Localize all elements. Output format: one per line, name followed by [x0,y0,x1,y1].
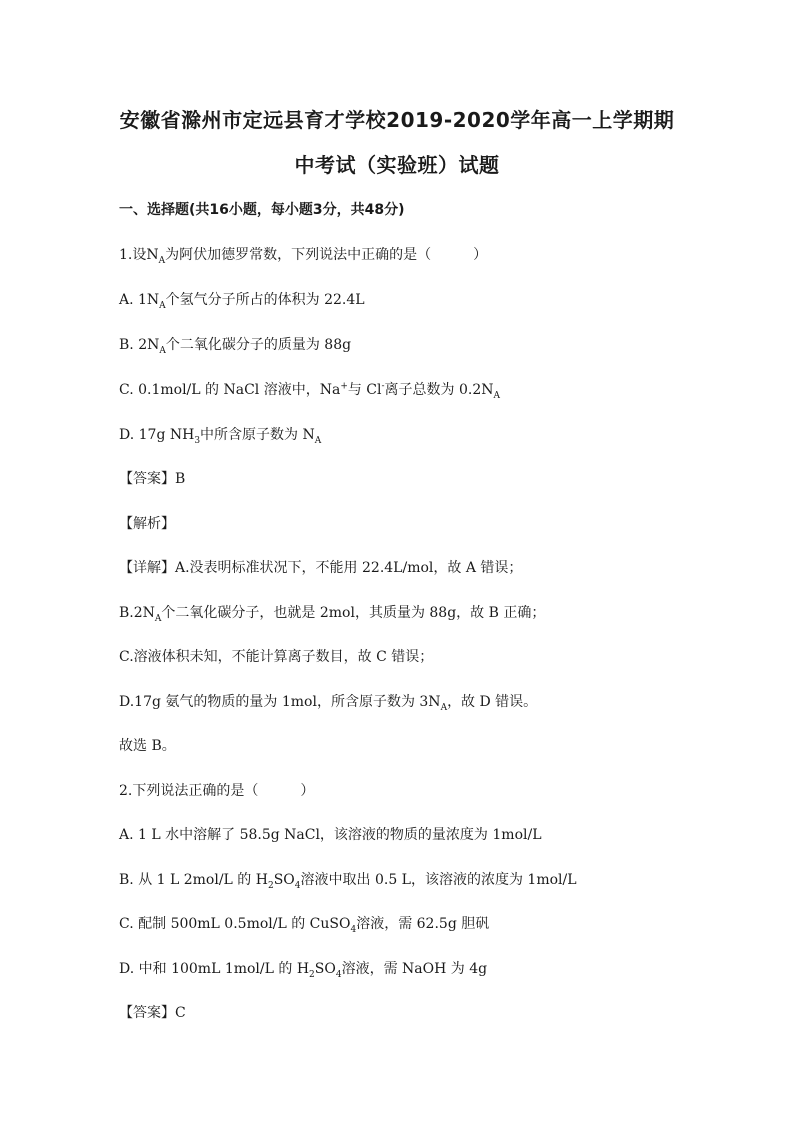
q2-answer: 【答案】C [119,1005,186,1021]
q1-detail-a: 【详解】A.没表明标准状况下，不能用 22.4L/mol，故 A 错误； [119,560,523,576]
title-line-2: 中考试（实验班）试题 [294,153,500,177]
q2-option-c: C. 配制 500mL 0.5mol/L 的 CuSO$_4$溶液，需 62.5g 胆矾 [119,916,490,935]
q1-option-c: C. 0.1mol/L 的 NaCl 溶液中，Na+与 Cl-离子总数为 $0.2N_A$ [119,381,501,401]
q1-option-b: B. $2N_A$个二氧化碳分子的质量为 88g [119,337,352,356]
q1-conclusion: 故选 B。 [119,738,176,754]
q1-detail-b: $B.2N_A$个二氧化碳分子，也就是 2mol，其质量为 88g，故 B 正确； [119,605,546,624]
q1-analysis-label: 【解析】 [119,516,175,532]
q2-option-a: A. 1 L 水中溶解了 58.5g NaCl，该溶液的物质的量浓度为 1mol/L [119,827,542,843]
title-line-1: 安徽省滁州市定远县育才学校2019-2020学年高一上学期期 [119,108,675,132]
q1-detail-d: D.17g 氨气的物质的量为 1mol，所含原子数为 $3N_A$，故 D 错误。 [119,694,538,713]
q1-answer: 【答案】B [119,471,186,487]
section-heading: 一、选择题(共16小题，每小题3分，共48分) [119,202,405,218]
q1-stem: 1.设$N_A$为阿伏加德罗常数，下列说法中正确的是（ ） [119,247,488,266]
q1-option-a: A. $1N_A$个氢气分子所占的体积为 22.4L [119,292,365,311]
q1-option-d: D. 17g $NH_3$中所含原子数为 $N_A$ [119,427,322,446]
q2-stem: 2.下列说法正确的是（ ） [119,783,315,799]
q2-option-b: B. 从 1 L 2mol/L 的 $H_2SO_4$溶液中取出 0.5 L，该溶液的浓度为 1mol/L [119,872,577,891]
q2-option-d: D. 中和 100mL 1mol/L 的 $H_2SO_4$溶液，需 NaOH 为 4g [119,961,488,980]
q1-detail-c: C.溶液体积未知，不能计算离子数目，故 C 错误； [119,649,434,665]
